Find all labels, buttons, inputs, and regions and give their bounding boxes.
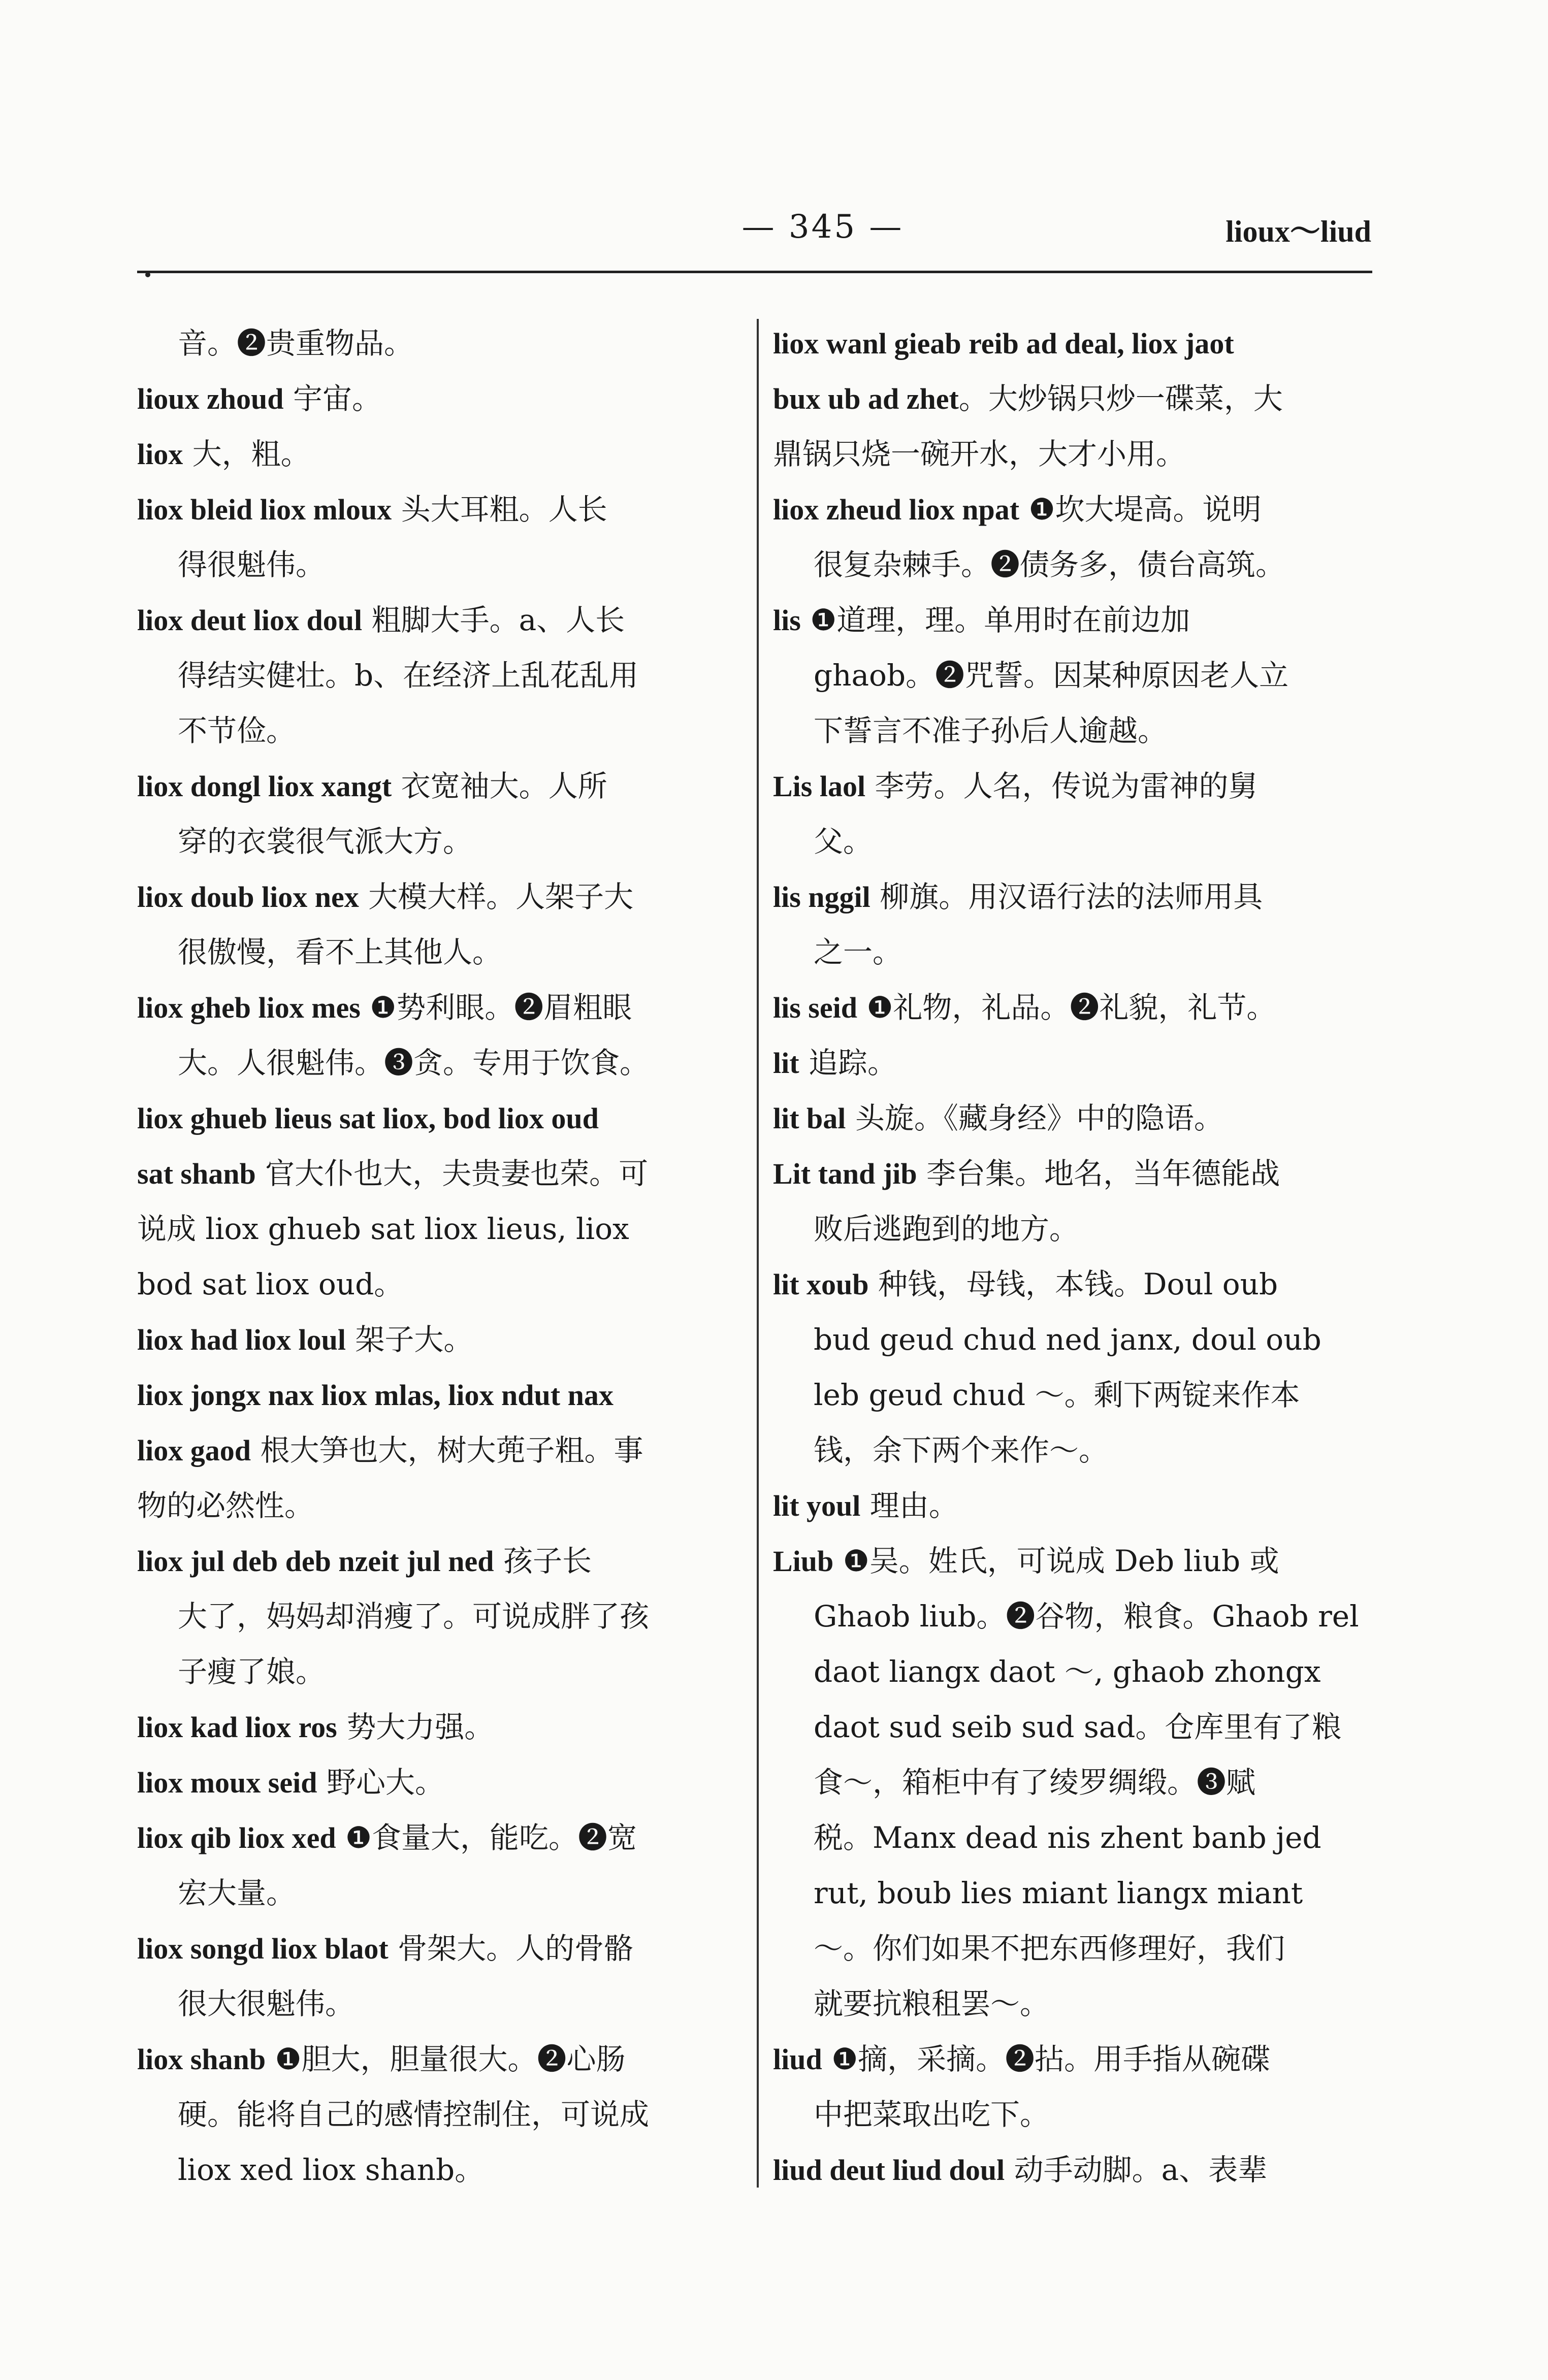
dictionary-entry [137, 980, 744, 1091]
dictionary-entry [137, 1810, 744, 1921]
headword: lioux zhoud [137, 382, 284, 415]
dictionary-entry [773, 1091, 1377, 1146]
headword: liox deut liox doul [137, 604, 363, 637]
entry-line: 物的必然性。 [137, 1488, 314, 1523]
left-column [137, 316, 744, 2198]
entry-line: 税。Manx dead nis zhent banb jed [814, 1820, 1321, 1855]
entry-line: 骨架大。人的骨骼 [398, 1931, 634, 1966]
dictionary-entry [773, 1257, 1377, 1478]
headword: liox jul deb deb nzeit jul ned [137, 1545, 494, 1578]
dictionary-entry [137, 2032, 744, 2198]
rule-dot [145, 272, 150, 277]
entry-line: 败后逃跑到的地方。 [814, 1212, 1079, 1246]
headword: liox jongx nax liox mlas, liox ndut nax [137, 1379, 614, 1412]
entry-line: 得很魁伟。 [178, 547, 326, 582]
page-number: — 345 — [741, 208, 904, 246]
entry-line: 野心大。 [326, 1765, 444, 1800]
headword: liox bleid liox mloux [137, 493, 392, 526]
entry-line: 种钱，母钱，本钱。Doul oub [878, 1267, 1278, 1301]
headword: lit [773, 1047, 799, 1080]
entry-line: 动手动脚。a、表辈 [1014, 2153, 1268, 2187]
dictionary-entry [773, 2142, 1377, 2198]
headword: lis seid [773, 991, 857, 1024]
entry-line: 很大很魁伟。 [178, 1986, 355, 2021]
dictionary-entry [773, 593, 1377, 759]
headword: Lis laol [773, 770, 866, 803]
dictionary-entry [137, 1755, 744, 1810]
entry-line: 李台集。地名，当年德能战 [926, 1156, 1280, 1191]
entry-line: 柳旗。用汉语行法的法师用具 [880, 879, 1263, 914]
entry-line: 硬。能将自己的感情控制住，可说成 [178, 2097, 650, 2132]
entry-line: bod sat liox oud。 [137, 1267, 404, 1301]
entry-line: leb geud chud ～。剩下两锭来作本 [814, 1378, 1300, 1412]
header-rule [137, 271, 1372, 273]
entry-line: ❶摘，采摘。❷拈。用手指从碗碟 [831, 2042, 1271, 2076]
dictionary-entry [773, 482, 1377, 593]
entry-line: 宇宙。 [293, 381, 381, 416]
entry-line: 说成 liox ghueb sat liox lieus, liox [137, 1212, 629, 1246]
headword: lit youl [773, 1489, 861, 1522]
headword: lit xoub [773, 1268, 869, 1301]
dictionary-entry [137, 316, 744, 371]
entry-line: 钱，余下两个来作～。 [814, 1433, 1109, 1468]
entry-line: bud geud chud ned janx, doul oub [814, 1322, 1321, 1357]
entry-line: 父。 [814, 824, 873, 859]
entry-line: ❶吴。姓氏，可说成 Deb liub 或 [843, 1544, 1279, 1578]
headword: lis nggil [773, 881, 870, 914]
headword: liox zheud liox npat [773, 493, 1020, 526]
entry-line: 食～，箱柜中有了绫罗绸缎。❸赋 [814, 1765, 1256, 1800]
headword: Liub [773, 1545, 834, 1578]
entry-line: ❶势利眼。❷眉粗眼 [370, 990, 632, 1025]
dictionary-entry [137, 1367, 744, 1423]
dictionary-entry [137, 593, 744, 759]
headword: liud deut liud doul [773, 2154, 1005, 2187]
entry-line: ～。你们如果不把东西修理好，我们 [814, 1931, 1285, 1966]
entry-line: 孩子长 [503, 1544, 592, 1578]
headword: liud [773, 2043, 822, 2076]
column-divider [757, 319, 759, 2188]
entry-line: 就要抗粮租罢～。 [814, 1986, 1050, 2021]
entry-line: 李劳。人名，传说为雷神的舅 [875, 769, 1258, 803]
dictionary-entry [137, 1312, 744, 1367]
dictionary-entry [773, 980, 1377, 1035]
entry-line: ❶坎大堤高。说明 [1028, 492, 1262, 527]
headword: liox [137, 438, 183, 471]
headword: Lit tand jib [773, 1157, 917, 1190]
entry-line: 子瘦了娘。 [178, 1654, 326, 1689]
headword: bux ub ad zhet [773, 382, 959, 415]
entry-line: 宏大量。 [178, 1876, 296, 1910]
headword: liox moux seid [137, 1766, 317, 1799]
entry-line: 不节俭。 [178, 713, 296, 748]
dictionary-entry [137, 1534, 744, 1700]
headword: liox ghueb lieus sat liox, bod liox oud [137, 1102, 599, 1135]
dictionary-entry [773, 2032, 1377, 2142]
headword: liox shanb [137, 2043, 266, 2076]
headword: lit bal [773, 1102, 846, 1135]
dictionary-entry [773, 759, 1377, 869]
entry-line: 追踪。 [808, 1046, 897, 1080]
entry-line: daot sud seib sud sad。仓库里有了粮 [814, 1710, 1342, 1744]
entry-line: 理由。 [869, 1488, 958, 1523]
headword: liox dongl liox xangt [137, 770, 392, 803]
entry-line: 很傲慢，看不上其他人。 [178, 935, 502, 969]
entry-line: 。大炒锅只炒一碟菜，大 [958, 381, 1283, 416]
dictionary-entry [137, 1423, 744, 1534]
page-header [137, 203, 1371, 269]
headword: liox had liox loul [137, 1323, 346, 1356]
entry-line: 大，粗。 [192, 437, 310, 471]
dictionary-entry [137, 1921, 744, 2032]
entry-line: 头大耳粗。人长 [401, 492, 607, 527]
entry-line: Ghaob liub。❷谷物，粮食。Ghaob rel [814, 1599, 1359, 1634]
entry-line: rut, boub lies miant liangx miant [814, 1876, 1303, 1910]
entry-line: 之一。 [814, 935, 902, 969]
headword: liox qib liox xed [137, 1821, 336, 1854]
entry-line: 很复杂棘手。❷债务多，债台高筑。 [814, 547, 1285, 582]
dictionary-entry [137, 869, 744, 980]
entry-line: ❶礼物，礼品。❷礼貌，礼节。 [866, 990, 1276, 1025]
entry-line: 大。人很魁伟。❸贪。专用于饮食。 [178, 1046, 650, 1080]
entry-line: 势大力强。 [346, 1710, 494, 1744]
dictionary-entry [773, 316, 1377, 371]
dictionary-entry [773, 869, 1377, 980]
dictionary-entry [773, 1478, 1377, 1534]
headword: liox kad liox ros [137, 1711, 337, 1744]
dictionary-entry [773, 1534, 1377, 2032]
headword: liox wanl gieab reib ad deal, liox jaot [773, 327, 1234, 360]
dictionary-entry [137, 759, 744, 869]
dictionary-entry [137, 427, 744, 482]
entry-line: 官大仆也大，夫贵妻也荣。可 [265, 1156, 649, 1191]
dictionary-entry [137, 1146, 744, 1312]
dictionary-entry [773, 1035, 1377, 1091]
entry-line: 音。❷贵重物品。 [178, 326, 414, 361]
headword: liox doub liox nex [137, 881, 359, 914]
entry-line: ❶食量大，能吃。❷宽 [345, 1820, 637, 1855]
entry-line: 穿的衣裳很气派大方。 [178, 824, 473, 859]
entry-line: ghaob。❷咒誓。因某种原因老人立 [814, 658, 1289, 693]
entry-line: 粗脚大手。a、人长 [371, 603, 625, 637]
entry-line: 头旋。《藏身经》中的隐语。 [855, 1101, 1223, 1135]
dictionary-entry [137, 482, 744, 593]
entry-line: daot liangx daot ～, ghaob zhongx [814, 1654, 1321, 1689]
entry-line: 架子大。 [355, 1322, 473, 1357]
entry-line: ❶道理，理。单用时在前边加 [810, 603, 1190, 637]
running-head: lioux～liud [1226, 215, 1371, 248]
entry-line: 大模大样。人架子大 [368, 879, 634, 914]
headword: liox songd liox blaot [137, 1932, 389, 1965]
entry-line: 大了，妈妈却消瘦了。可说成胖了孩 [178, 1599, 650, 1634]
dictionary-entry [773, 1146, 1377, 1257]
dictionary-entry [137, 371, 744, 427]
entry-line: 衣宽袖大。人所 [401, 769, 607, 803]
entry-line: 中把菜取出吃下。 [814, 2097, 1050, 2132]
right-column [773, 316, 1377, 2198]
entry-line: 得结实健壮。b、在经济上乱花乱用 [178, 658, 639, 693]
entry-line: ❶胆大，胆量很大。❷心肠 [275, 2042, 626, 2076]
entry-line: 根大笋也大，树大蔸子粗。事 [260, 1433, 643, 1468]
headword: liox gheb liox mes [137, 991, 361, 1024]
entry-line: 鼎锅只烧一碗开水，大才小用。 [773, 437, 1186, 471]
entry-line: 下誓言不准子孙后人逾越。 [814, 713, 1168, 748]
headword: sat shanb [137, 1157, 256, 1190]
dictionary-entry [137, 1700, 744, 1755]
headword: lis [773, 604, 801, 637]
entry-line: liox xed liox shanb。 [178, 2153, 485, 2187]
dictionary-entry [137, 1091, 744, 1146]
headword: liox gaod [137, 1434, 251, 1467]
dictionary-entry [773, 371, 1377, 482]
